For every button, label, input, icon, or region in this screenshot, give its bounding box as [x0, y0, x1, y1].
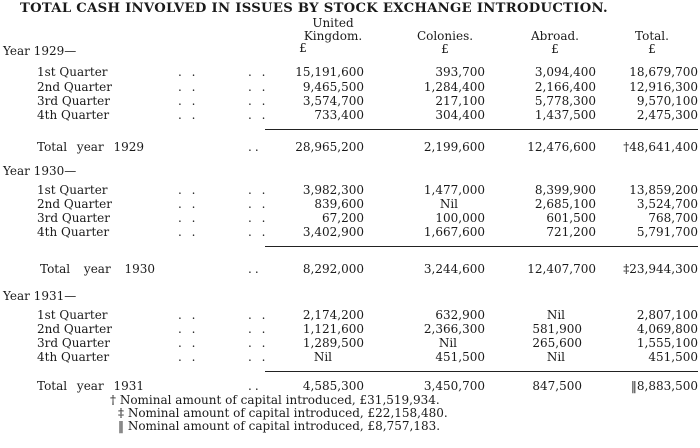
table-row [0, 350, 700, 364]
cell-abroad: 1,437,500 [534, 108, 596, 122]
cell-uk: 8,292,000 [302, 262, 364, 276]
cell-abroad: Nil [546, 350, 565, 364]
cell-total: 5,791,700 [636, 225, 698, 239]
total-row [0, 140, 700, 154]
table-row [0, 308, 700, 322]
leader-dots: . . [248, 350, 269, 364]
leader-dots: . . [178, 80, 199, 94]
leader-dots: . . [178, 308, 199, 322]
row-label: 2nd Quarter [37, 322, 112, 336]
cell-colonies: 451,500 [435, 350, 485, 364]
leader-dots: . . [248, 80, 269, 94]
leader-dots: . . [178, 225, 199, 239]
year-label: Year 1931— [3, 289, 77, 303]
total-label: Total year 1931 [37, 379, 145, 393]
cell-abroad: 3,094,400 [534, 65, 596, 79]
cell-uk: 839,600 [314, 197, 364, 211]
header-total-currency: £ [648, 41, 656, 56]
cell-total: 3,524,700 [636, 197, 698, 211]
cell-colonies: 1,477,000 [423, 183, 485, 197]
cell-total: 1,555,100 [636, 336, 698, 350]
cell-colonies: 1,667,600 [423, 225, 485, 239]
cell-total: ‡23,944,300 [623, 262, 698, 276]
leader-dots: . . [248, 65, 269, 79]
header-uk-line2: Kingdom. [303, 28, 363, 43]
leader-dots: . . [178, 183, 199, 197]
cell-total: 768,700 [648, 211, 698, 225]
table-row [0, 80, 700, 94]
cell-total: 9,570,100 [636, 94, 698, 108]
header-colonies-currency: £ [441, 41, 449, 56]
leader-dots: . . [248, 322, 269, 336]
sum-rule [265, 129, 698, 130]
row-label: 3rd Quarter [37, 94, 110, 108]
header-abroad-currency: £ [551, 41, 559, 56]
header-uk-line1: United [312, 16, 354, 30]
table-row [0, 322, 700, 336]
cell-uk: 3,574,700 [302, 94, 364, 108]
cell-uk: 733,400 [314, 108, 364, 122]
leader-dots: . . [248, 211, 269, 225]
cell-colonies: Nil [439, 197, 458, 211]
cell-colonies: 2,366,300 [423, 322, 485, 336]
cell-colonies: 393,700 [435, 65, 485, 79]
table-row [0, 211, 700, 225]
header-abroad-label: Abroad. [531, 29, 579, 43]
cell-uk: Nil [313, 350, 332, 364]
table-row [0, 94, 700, 108]
cell-colonies: 304,400 [435, 108, 485, 122]
cell-abroad: Nil [546, 308, 565, 322]
row-label: 1st Quarter [37, 308, 108, 322]
cell-uk: 15,191,600 [295, 65, 364, 79]
total-label: Total year 1929 [37, 140, 145, 154]
cell-colonies: 3,450,700 [423, 379, 485, 393]
table-row [0, 225, 700, 239]
row-label: 3rd Quarter [37, 211, 110, 225]
cell-abroad: 721,200 [546, 225, 596, 239]
year-heading-1929 [0, 41, 700, 58]
cell-abroad: 12,476,600 [527, 140, 596, 154]
cell-total: 12,916,300 [629, 80, 698, 94]
row-label: 1st Quarter [37, 65, 108, 79]
cell-colonies: 632,900 [435, 308, 485, 322]
cell-uk: 2,174,200 [302, 308, 364, 322]
leader-dots: . . [248, 336, 269, 350]
header-colonies-label: Colonies. [416, 29, 474, 43]
leader-dots: . . [178, 350, 199, 364]
table-row [0, 183, 700, 197]
cell-colonies: 2,199,600 [423, 140, 485, 154]
cell-uk: 9,465,500 [302, 80, 364, 94]
cell-uk: 28,965,200 [295, 140, 364, 154]
leader-dots: . . [178, 211, 199, 225]
cell-total: 2,807,100 [636, 308, 698, 322]
row-label: 1st Quarter [37, 183, 108, 197]
cell-abroad: 265,600 [532, 336, 582, 350]
year-heading-1930 [0, 164, 700, 178]
cell-uk: 4,585,300 [302, 379, 364, 393]
leader-dots: . . [178, 65, 199, 79]
leader-dots: . . [248, 225, 269, 239]
leader-dots: . . [178, 336, 199, 350]
cell-colonies: 1,284,400 [423, 80, 485, 94]
cell-colonies: 3,244,600 [423, 262, 485, 276]
year-label: Year 1929— [3, 44, 77, 58]
cell-uk: 67,200 [322, 211, 364, 225]
footnote-double-dagger: ‡ Nominal amount of capital introduced, £22,158,480. [118, 406, 448, 420]
year-label: Year 1930— [3, 164, 77, 178]
total-row [0, 379, 700, 393]
leader-dots: . . [178, 94, 199, 108]
cell-abroad: 601,500 [546, 211, 596, 225]
cell-colonies: Nil [438, 336, 457, 350]
row-label: 2nd Quarter [37, 80, 112, 94]
row-label: 4th Quarter [37, 108, 110, 122]
leader-dots: . . [178, 108, 199, 122]
footnote-dagger: † Nominal amount of capital introduced, £31,519,934. [110, 393, 440, 407]
cell-total: 18,679,700 [629, 65, 698, 79]
cell-total: ‖8,883,500 [630, 379, 698, 393]
table-row [0, 336, 700, 350]
table-row [0, 65, 700, 79]
table-row [0, 108, 700, 122]
total-label: Total year 1930 [40, 262, 156, 276]
cell-colonies: 217,100 [435, 94, 485, 108]
cell-total: 4,069,800 [636, 322, 698, 336]
table-row [0, 197, 700, 211]
leader-dots: .. [248, 262, 262, 276]
header-total-label: Total. [635, 29, 669, 43]
sum-rule [265, 246, 698, 247]
leader-dots: . . [178, 322, 199, 336]
table-title: TOTAL CASH INVOLVED IN ISSUES BY STOCK EXCHANGE INTRODUCTION. [20, 1, 608, 16]
leader-dots: . . [248, 183, 269, 197]
footnote-parallel: ‖ Nominal amount of capital introduced, £8,757,183. [118, 419, 441, 433]
header-uk-currency: £ [299, 41, 307, 55]
cell-uk: 3,402,900 [302, 225, 364, 239]
cell-abroad: 12,407,700 [527, 262, 596, 276]
cell-total: 13,859,200 [629, 183, 698, 197]
leader-dots: .. [248, 379, 262, 393]
row-label: 4th Quarter [37, 225, 110, 239]
leader-dots: . . [248, 308, 269, 322]
total-row [0, 262, 700, 276]
row-label: 4th Quarter [37, 350, 110, 364]
sum-rule [265, 371, 698, 372]
leader-dots: .. [248, 140, 262, 154]
year-heading-1931 [0, 289, 700, 303]
cell-colonies: 100,000 [435, 211, 485, 225]
leader-dots: . . [248, 197, 269, 211]
leader-dots: . . [248, 108, 269, 122]
cell-abroad: 581,900 [532, 322, 582, 336]
cell-abroad: 2,685,100 [534, 197, 596, 211]
cell-uk: 1,121,600 [302, 322, 364, 336]
cell-total: †48,641,400 [623, 140, 698, 154]
cell-total: 2,475,300 [636, 108, 698, 122]
leader-dots: . . [248, 94, 269, 108]
leader-dots: . . [178, 197, 199, 211]
cell-uk: 3,982,300 [302, 183, 364, 197]
cell-abroad: 8,399,900 [534, 183, 596, 197]
cell-abroad: 5,778,300 [534, 94, 596, 108]
row-label: 3rd Quarter [37, 336, 110, 350]
cell-total: 451,500 [648, 350, 698, 364]
cell-abroad: 847,500 [532, 379, 582, 393]
cell-abroad: 2,166,400 [534, 80, 596, 94]
cell-uk: 1,289,500 [302, 336, 364, 350]
row-label: 2nd Quarter [37, 197, 112, 211]
